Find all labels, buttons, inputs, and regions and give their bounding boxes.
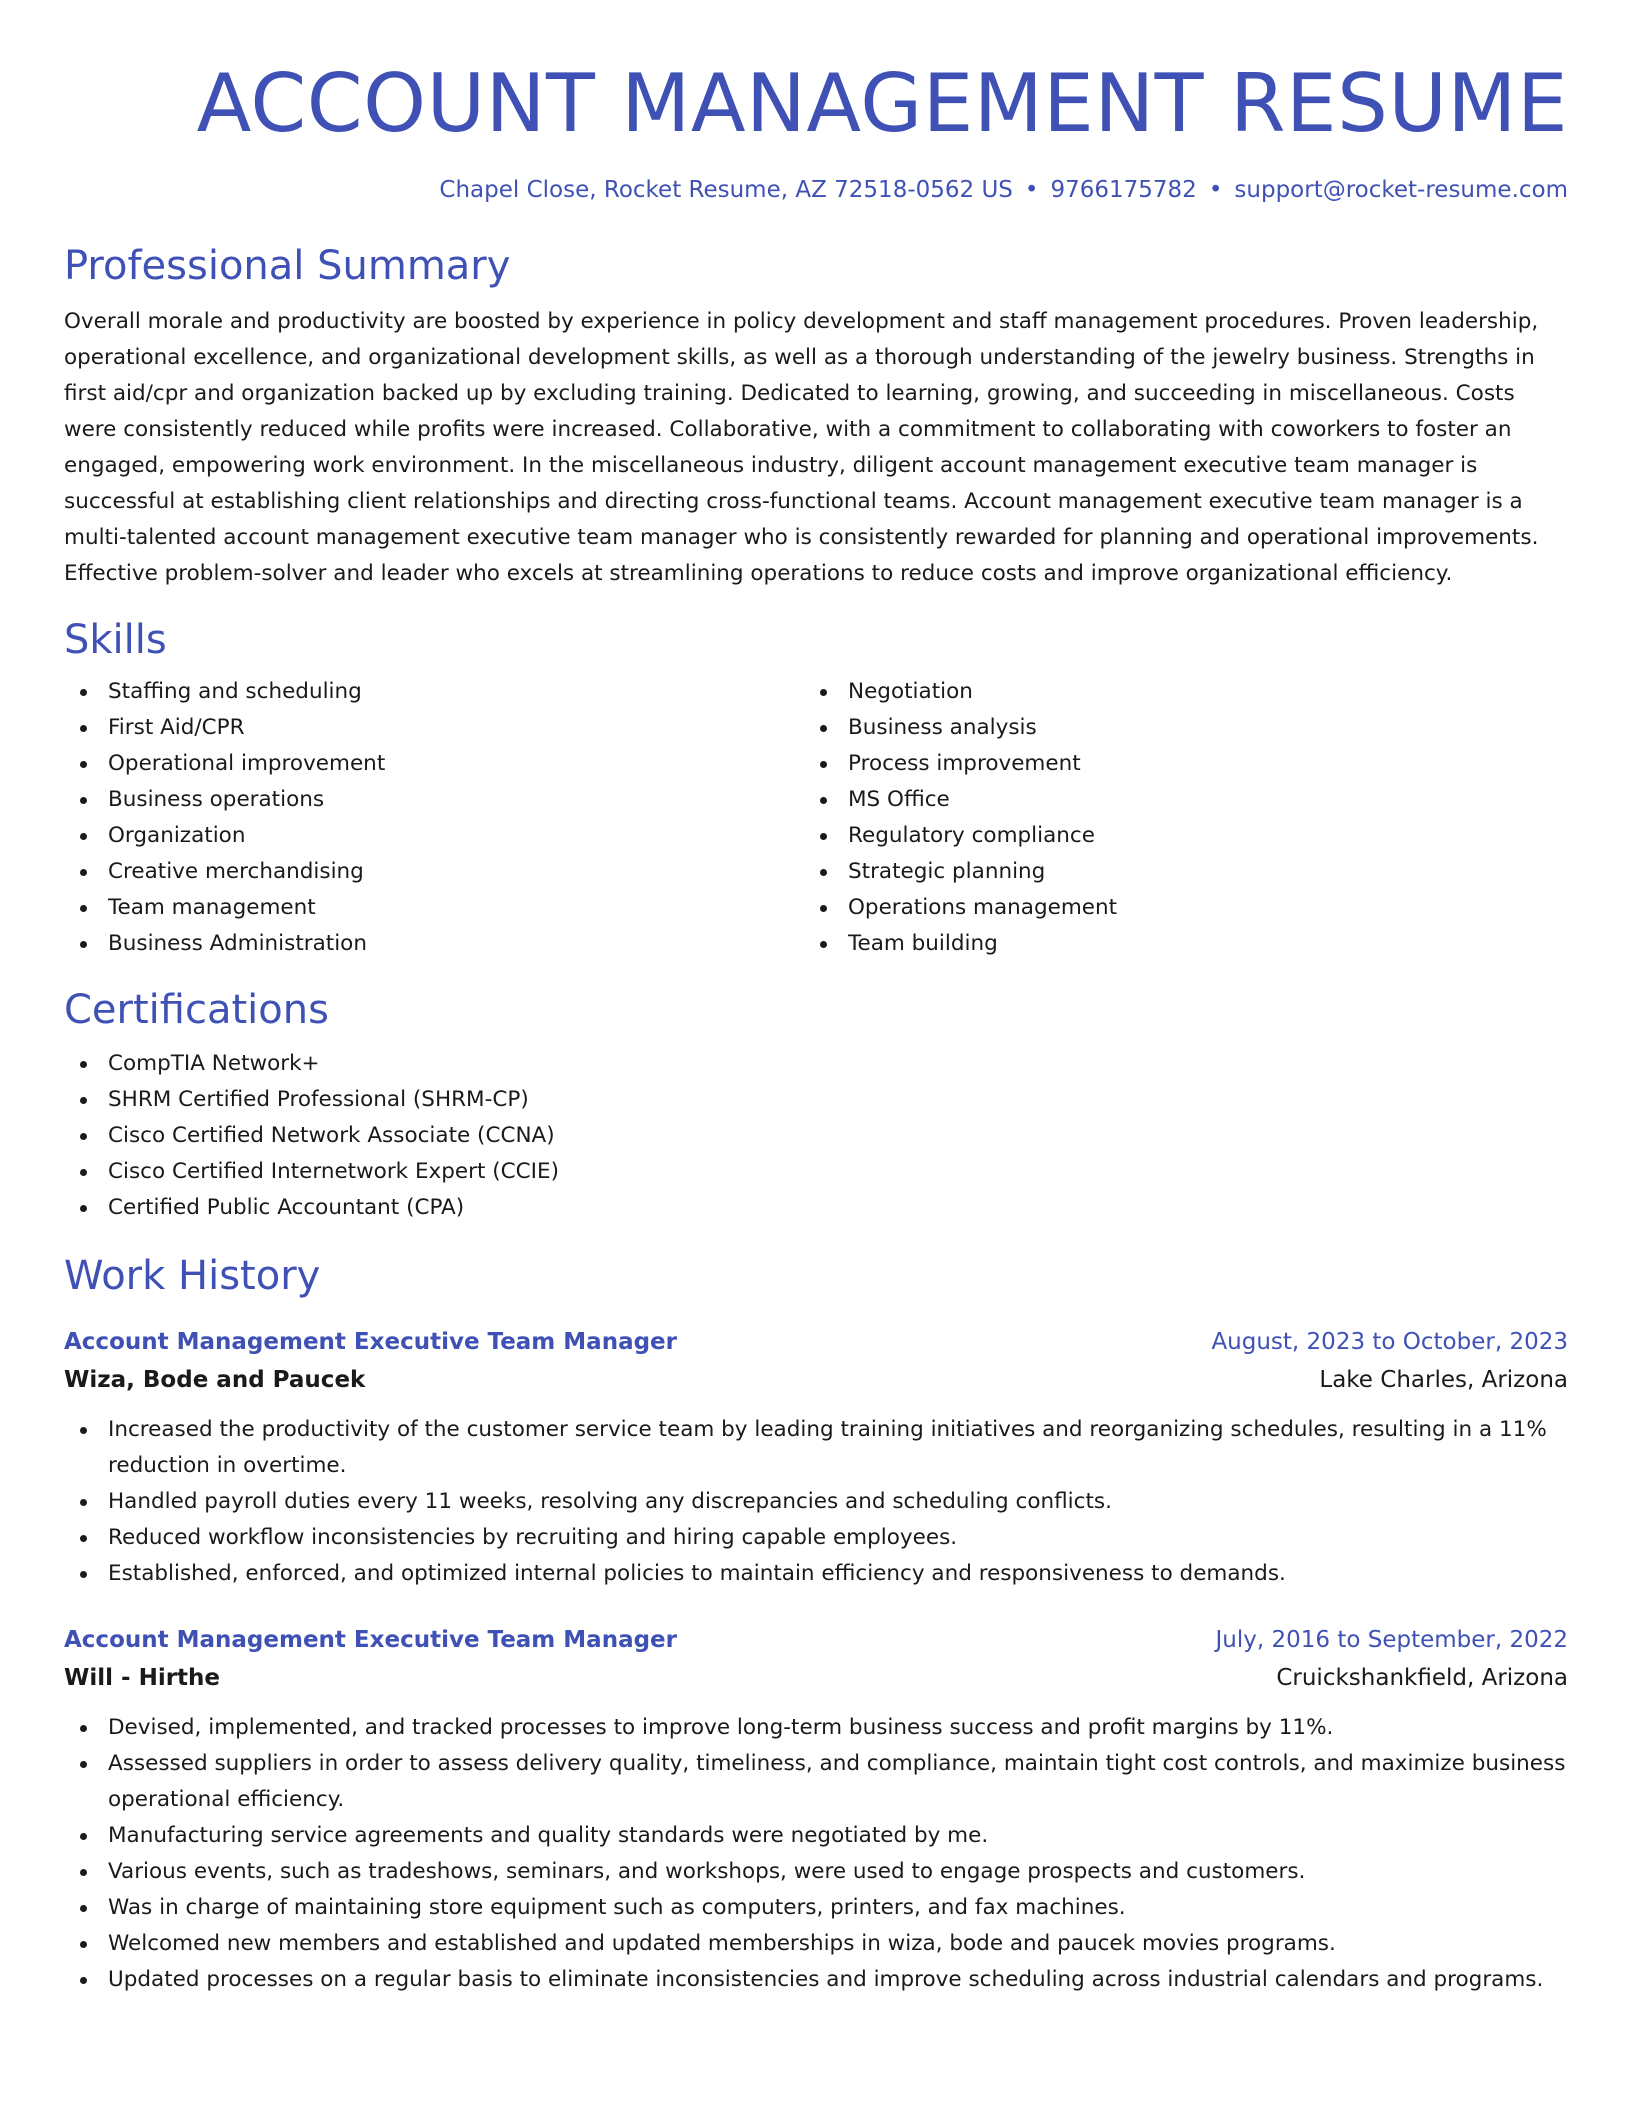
job-bullet: Manufacturing service agreements and quality standards were negotiated by me.: [64, 1818, 1568, 1854]
skill-item: Staffing and scheduling: [64, 674, 804, 710]
contact-line: [64, 174, 1568, 206]
summary-text: Overall morale and productivity are boosted by experience in policy development and staff management procedures. Proven leadership, operational excellence, and organizational development skills, as well as a thorough understanding of the jewelry business. Strengths in first aid/cpr and organization backed up by excluding training. Dedicated to learning, growing, and succeeding in miscellaneous. Costs were consistently reduced while profits were increased. Collaborative, with a commitment to collaborating with coworkers to foster an engaged, empowering work environment. In the miscellaneous industry, diligent account management executive team manager is successful at establishing client relationships and directing cross-functional teams. Account management executive team manager is a multi-talented account management executive team manager who is consistently rewarded for planning and operational improvements. Effective problem-solver and leader who excels at streamlining operations to reduce costs and improve organizational efficiency.: [64, 309, 1539, 586]
skills-heading: Skills: [64, 617, 167, 663]
job-bullet: Established, enforced, and optimized internal policies to maintain efficiency and responsiveness to demands.: [64, 1556, 1568, 1592]
job-title-row: [64, 1622, 1568, 1658]
job-role: Account Management Executive Team Manager: [64, 1329, 677, 1355]
skill-item: Organization: [64, 818, 804, 854]
job-title-row: [64, 1324, 1568, 1360]
job-company-row: [64, 1360, 1568, 1400]
skill-item: Business Administration: [64, 926, 804, 962]
resume-title: ACCOUNT MANAGEMENT RESUME: [196, 57, 1568, 150]
skill-item: Strategic planning: [804, 854, 1544, 890]
job-bullet: Assessed suppliers in order to assess delivery quality, timeliness, and compliance, maintain tight cost controls, and maximize business operational efficiency.: [64, 1746, 1568, 1818]
skills-columns: [64, 674, 1568, 962]
job-entry: [64, 1324, 1568, 1592]
skill-item: First Aid/CPR: [64, 710, 804, 746]
work-history-section: [64, 1250, 1568, 1998]
skill-item: Process improvement: [804, 746, 1544, 782]
job-entry: [64, 1622, 1568, 1998]
job-location: Cruickshankfield, Arizona: [1276, 1665, 1568, 1691]
skill-item: MS Office: [804, 782, 1544, 818]
job-bullet: Increased the productivity of the customer service team by leading training initiatives and reorganizing schedules, resulting in a 11% reduction in overtime.: [64, 1412, 1568, 1484]
contact-address: Chapel Close, Rocket Resume, AZ 72518-0562 US: [439, 177, 1013, 203]
job-company-row: [64, 1658, 1568, 1698]
skills-list-right: [804, 674, 1544, 962]
job-company: Will - Hirthe: [64, 1665, 221, 1691]
job-company: Wiza, Bode and Paucek: [64, 1367, 366, 1393]
job-dates: July, 2016 to September, 2022: [1215, 1627, 1568, 1653]
job-bullet: Updated processes on a regular basis to eliminate inconsistencies and improve scheduling across industrial calendars and programs.: [64, 1962, 1568, 1998]
contact-email[interactable]: support@rocket-resume.com: [1234, 177, 1568, 203]
skill-item: Business operations: [64, 782, 804, 818]
job-dates: August, 2023 to October, 2023: [1211, 1329, 1568, 1355]
job-location: Lake Charles, Arizona: [1319, 1367, 1568, 1393]
certification-item: Certified Public Accountant (CPA): [64, 1190, 1568, 1226]
job-bullet: Reduced workflow inconsistencies by recruiting and hiring capable employees.: [64, 1520, 1568, 1556]
job-bullet: Handled payroll duties every 11 weeks, resolving any discrepancies and scheduling conflicts.: [64, 1484, 1568, 1520]
work-history-heading: Work History: [64, 1253, 321, 1299]
contact-separator: •: [1024, 177, 1039, 203]
summary-heading: Professional Summary: [64, 243, 511, 289]
skill-item: Creative merchandising: [64, 854, 804, 890]
certification-item: Cisco Certified Network Associate (CCNA): [64, 1118, 1568, 1154]
job-bullet-list: [64, 1710, 1568, 1998]
skill-item: Team management: [64, 890, 804, 926]
skills-list-left: [64, 674, 804, 962]
certifications-section: [64, 984, 1568, 1226]
job-bullet: Various events, such as tradeshows, seminars, and workshops, were used to engage prospects and customers.: [64, 1854, 1568, 1890]
professional-summary-section: [64, 240, 1568, 592]
skill-item: Negotiation: [804, 674, 1544, 710]
skills-column-left: [64, 674, 804, 962]
skill-item: Business analysis: [804, 710, 1544, 746]
skill-item: Operations management: [804, 890, 1544, 926]
job-bullet: Welcomed new members and established and updated memberships in wiza, bode and paucek movies programs.: [64, 1926, 1568, 1962]
skill-item: Regulatory compliance: [804, 818, 1544, 854]
job-bullet: Devised, implemented, and tracked processes to improve long-term business success and profit margins by 11%.: [64, 1710, 1568, 1746]
resume-header: [64, 52, 1568, 206]
certification-item: CompTIA Network+: [64, 1046, 1568, 1082]
skill-item: Team building: [804, 926, 1544, 962]
job-bullet-list: [64, 1412, 1568, 1592]
job-role: Account Management Executive Team Manager: [64, 1627, 677, 1653]
certifications-list: [64, 1046, 1568, 1226]
skills-section: [64, 614, 1568, 962]
certification-item: SHRM Certified Professional (SHRM-CP): [64, 1082, 1568, 1118]
skills-column-right: [804, 674, 1544, 962]
certification-item: Cisco Certified Internetwork Expert (CCIE): [64, 1154, 1568, 1190]
skill-item: Operational improvement: [64, 746, 804, 782]
job-bullet: Was in charge of maintaining store equipment such as computers, printers, and fax machines.: [64, 1890, 1568, 1926]
contact-separator: •: [1208, 177, 1223, 203]
contact-phone: 9766175782: [1050, 177, 1197, 203]
certifications-heading: Certifications: [64, 987, 329, 1033]
